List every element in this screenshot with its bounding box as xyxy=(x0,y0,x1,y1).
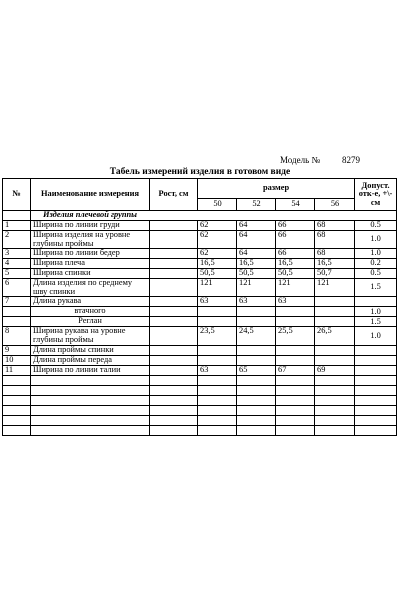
row-tolerance: 1.5 xyxy=(355,317,397,327)
size-col-54: 54 xyxy=(276,199,315,211)
empty-cell xyxy=(237,375,276,385)
empty-row xyxy=(3,415,397,425)
row-value xyxy=(237,345,276,355)
empty-cell xyxy=(355,375,397,385)
empty-cell xyxy=(31,385,150,395)
row-name: Ширина рукава на уровне глубины проймы xyxy=(31,327,150,345)
empty-cell xyxy=(31,425,150,435)
row-number: 2 xyxy=(3,231,31,249)
model-number xyxy=(280,155,360,165)
table-row xyxy=(3,269,397,279)
row-value: 50,5 xyxy=(198,269,237,279)
row-tolerance: 1.0 xyxy=(355,307,397,317)
table-row xyxy=(3,297,397,307)
row-value: 66 xyxy=(276,221,315,231)
row-height xyxy=(150,345,198,355)
empty-cell xyxy=(315,385,355,395)
group-row: Изделия плечевой группы xyxy=(31,211,397,221)
empty-cell xyxy=(276,385,315,395)
row-name: Ширина изделия на уровне глубины проймы xyxy=(31,231,150,249)
header-no: № xyxy=(3,179,31,211)
row-value: 26,5 xyxy=(315,327,355,345)
row-tolerance: 0.5 xyxy=(355,269,397,279)
empty-row xyxy=(3,385,397,395)
empty-cell xyxy=(315,395,355,405)
table-row xyxy=(3,221,397,231)
table-row xyxy=(3,365,397,375)
row-value: 25,5 xyxy=(276,327,315,345)
size-col-50: 50 xyxy=(198,199,237,211)
empty-cell xyxy=(315,415,355,425)
row-number: 3 xyxy=(3,249,31,259)
row-value: 16,5 xyxy=(198,259,237,269)
empty-cell xyxy=(276,425,315,435)
row-value: 121 xyxy=(276,279,315,297)
row-value xyxy=(276,317,315,327)
row-value: 121 xyxy=(315,279,355,297)
row-number: 7 xyxy=(3,297,31,307)
empty-cell xyxy=(31,395,150,405)
row-value: 62 xyxy=(198,249,237,259)
empty-cell xyxy=(355,405,397,415)
header-tolerance: Допуст. отк-е, +\-см xyxy=(355,179,397,211)
row-name: втачного xyxy=(31,307,150,317)
row-value xyxy=(198,345,237,355)
empty-cell xyxy=(276,375,315,385)
table-body xyxy=(3,211,397,436)
empty-cell xyxy=(198,395,237,405)
row-value: 68 xyxy=(315,249,355,259)
row-value xyxy=(237,307,276,317)
row-name: Длина изделия по среднему шву спинки xyxy=(31,279,150,297)
empty-cell xyxy=(237,425,276,435)
row-value: 50,5 xyxy=(237,269,276,279)
empty-cell xyxy=(315,425,355,435)
row-height xyxy=(150,365,198,375)
row-name: Длина рукава xyxy=(31,297,150,307)
row-value: 67 xyxy=(276,365,315,375)
row-height xyxy=(150,297,198,307)
empty-cell xyxy=(3,425,31,435)
row-number xyxy=(3,307,31,317)
row-value xyxy=(315,355,355,365)
row-value: 24,5 xyxy=(237,327,276,345)
row-value xyxy=(315,307,355,317)
row-height xyxy=(150,327,198,345)
row-number: 8 xyxy=(3,327,31,345)
row-value: 121 xyxy=(198,279,237,297)
empty-cell xyxy=(198,375,237,385)
row-value xyxy=(276,345,315,355)
row-name: Реглан xyxy=(31,317,150,327)
empty-cell xyxy=(150,425,198,435)
row-value xyxy=(276,355,315,365)
empty-cell xyxy=(150,415,198,425)
empty-cell xyxy=(355,425,397,435)
row-height xyxy=(150,279,198,297)
row-tolerance: 1.5 xyxy=(355,279,397,297)
empty-cell xyxy=(198,415,237,425)
table-row xyxy=(3,279,397,297)
empty-cell xyxy=(3,385,31,395)
row-tolerance xyxy=(355,365,397,375)
row-height xyxy=(150,231,198,249)
empty-cell xyxy=(315,405,355,415)
row-value: 16,5 xyxy=(276,259,315,269)
empty-cell xyxy=(355,395,397,405)
size-col-56: 56 xyxy=(315,199,355,211)
row-number xyxy=(3,317,31,327)
empty-cell xyxy=(198,405,237,415)
empty-cell xyxy=(31,405,150,415)
row-value: 23,5 xyxy=(198,327,237,345)
row-value: 64 xyxy=(237,221,276,231)
row-value xyxy=(198,307,237,317)
row-tolerance: 0.5 xyxy=(355,221,397,231)
row-value: 62 xyxy=(198,231,237,249)
row-height xyxy=(150,259,198,269)
row-name: Ширина по линии талии xyxy=(31,365,150,375)
row-value: 50,7 xyxy=(315,269,355,279)
row-value: 66 xyxy=(276,249,315,259)
table-row xyxy=(3,345,397,355)
row-height xyxy=(150,307,198,317)
row-number: 4 xyxy=(3,259,31,269)
table-row xyxy=(3,259,397,269)
size-col-52: 52 xyxy=(237,199,276,211)
row-value xyxy=(198,317,237,327)
row-name: Длина проймы спинки xyxy=(31,345,150,355)
table-row xyxy=(3,231,397,249)
empty-cell xyxy=(31,415,150,425)
empty-cell xyxy=(3,395,31,405)
empty-cell xyxy=(150,395,198,405)
table-row xyxy=(3,249,397,259)
row-tolerance xyxy=(355,297,397,307)
empty-cell xyxy=(31,375,150,385)
row-value: 64 xyxy=(237,249,276,259)
empty-cell xyxy=(315,375,355,385)
row-value xyxy=(315,297,355,307)
row-name: Ширина по линии бедер xyxy=(31,249,150,259)
empty-cell xyxy=(150,375,198,385)
row-value: 65 xyxy=(237,365,276,375)
row-name: Ширина по линии груди xyxy=(31,221,150,231)
row-height xyxy=(150,269,198,279)
row-value: 69 xyxy=(315,365,355,375)
row-name: Ширина спинки xyxy=(31,269,150,279)
model-label: Модель № xyxy=(280,155,321,165)
row-value: 63 xyxy=(237,297,276,307)
row-value xyxy=(315,345,355,355)
empty-cell xyxy=(355,385,397,395)
empty-cell xyxy=(237,415,276,425)
empty-cell xyxy=(3,415,31,425)
row-value: 63 xyxy=(198,297,237,307)
table-row xyxy=(3,307,397,317)
table-row xyxy=(3,355,397,365)
empty-cell xyxy=(355,415,397,425)
row-value: 16,5 xyxy=(315,259,355,269)
empty-row xyxy=(3,405,397,415)
row-tolerance: 1.0 xyxy=(355,231,397,249)
row-value xyxy=(237,317,276,327)
empty-cell xyxy=(276,415,315,425)
row-value: 121 xyxy=(237,279,276,297)
table-title: Табель измерений изделия в готовом виде xyxy=(109,167,291,177)
row-tolerance: 0.2 xyxy=(355,259,397,269)
row-height xyxy=(150,317,198,327)
row-value: 64 xyxy=(237,231,276,249)
measurement-table xyxy=(2,178,397,436)
row-name: Длина проймы переда xyxy=(31,355,150,365)
header-name: Наименование измерения xyxy=(31,179,150,211)
empty-cell xyxy=(276,395,315,405)
row-value xyxy=(315,317,355,327)
row-name: Ширина плеча xyxy=(31,259,150,269)
empty-row xyxy=(3,395,397,405)
row-value: 66 xyxy=(276,231,315,249)
row-value: 68 xyxy=(315,231,355,249)
empty-cell xyxy=(198,425,237,435)
empty-row xyxy=(3,375,397,385)
row-value xyxy=(198,355,237,365)
empty-cell xyxy=(276,405,315,415)
row-value: 63 xyxy=(198,365,237,375)
table-row xyxy=(3,327,397,345)
row-value: 62 xyxy=(198,221,237,231)
model-value: 8279 xyxy=(342,155,361,165)
empty-cell xyxy=(198,385,237,395)
row-number: 10 xyxy=(3,355,31,365)
empty-cell xyxy=(237,405,276,415)
empty-cell xyxy=(150,405,198,415)
row-height xyxy=(150,221,198,231)
row-height xyxy=(150,355,198,365)
row-value: 63 xyxy=(276,297,315,307)
row-tolerance xyxy=(355,345,397,355)
row-value: 50,5 xyxy=(276,269,315,279)
header-size: размер xyxy=(198,179,355,199)
row-number: 6 xyxy=(3,279,31,297)
row-value: 16,5 xyxy=(237,259,276,269)
empty-cell xyxy=(3,375,31,385)
row-number: 1 xyxy=(3,221,31,231)
row-value: 68 xyxy=(315,221,355,231)
row-value xyxy=(276,307,315,317)
row-value xyxy=(237,355,276,365)
table-row xyxy=(3,317,397,327)
row-tolerance: 1.0 xyxy=(355,249,397,259)
empty-cell xyxy=(237,395,276,405)
empty-row xyxy=(3,425,397,435)
row-number: 5 xyxy=(3,269,31,279)
row-number: 11 xyxy=(3,365,31,375)
row-tolerance xyxy=(355,355,397,365)
empty-cell xyxy=(150,385,198,395)
header-height: Рост, см xyxy=(150,179,198,211)
empty-cell xyxy=(3,405,31,415)
row-tolerance: 1.0 xyxy=(355,327,397,345)
empty-cell xyxy=(237,385,276,395)
row-number: 9 xyxy=(3,345,31,355)
row-height xyxy=(150,249,198,259)
